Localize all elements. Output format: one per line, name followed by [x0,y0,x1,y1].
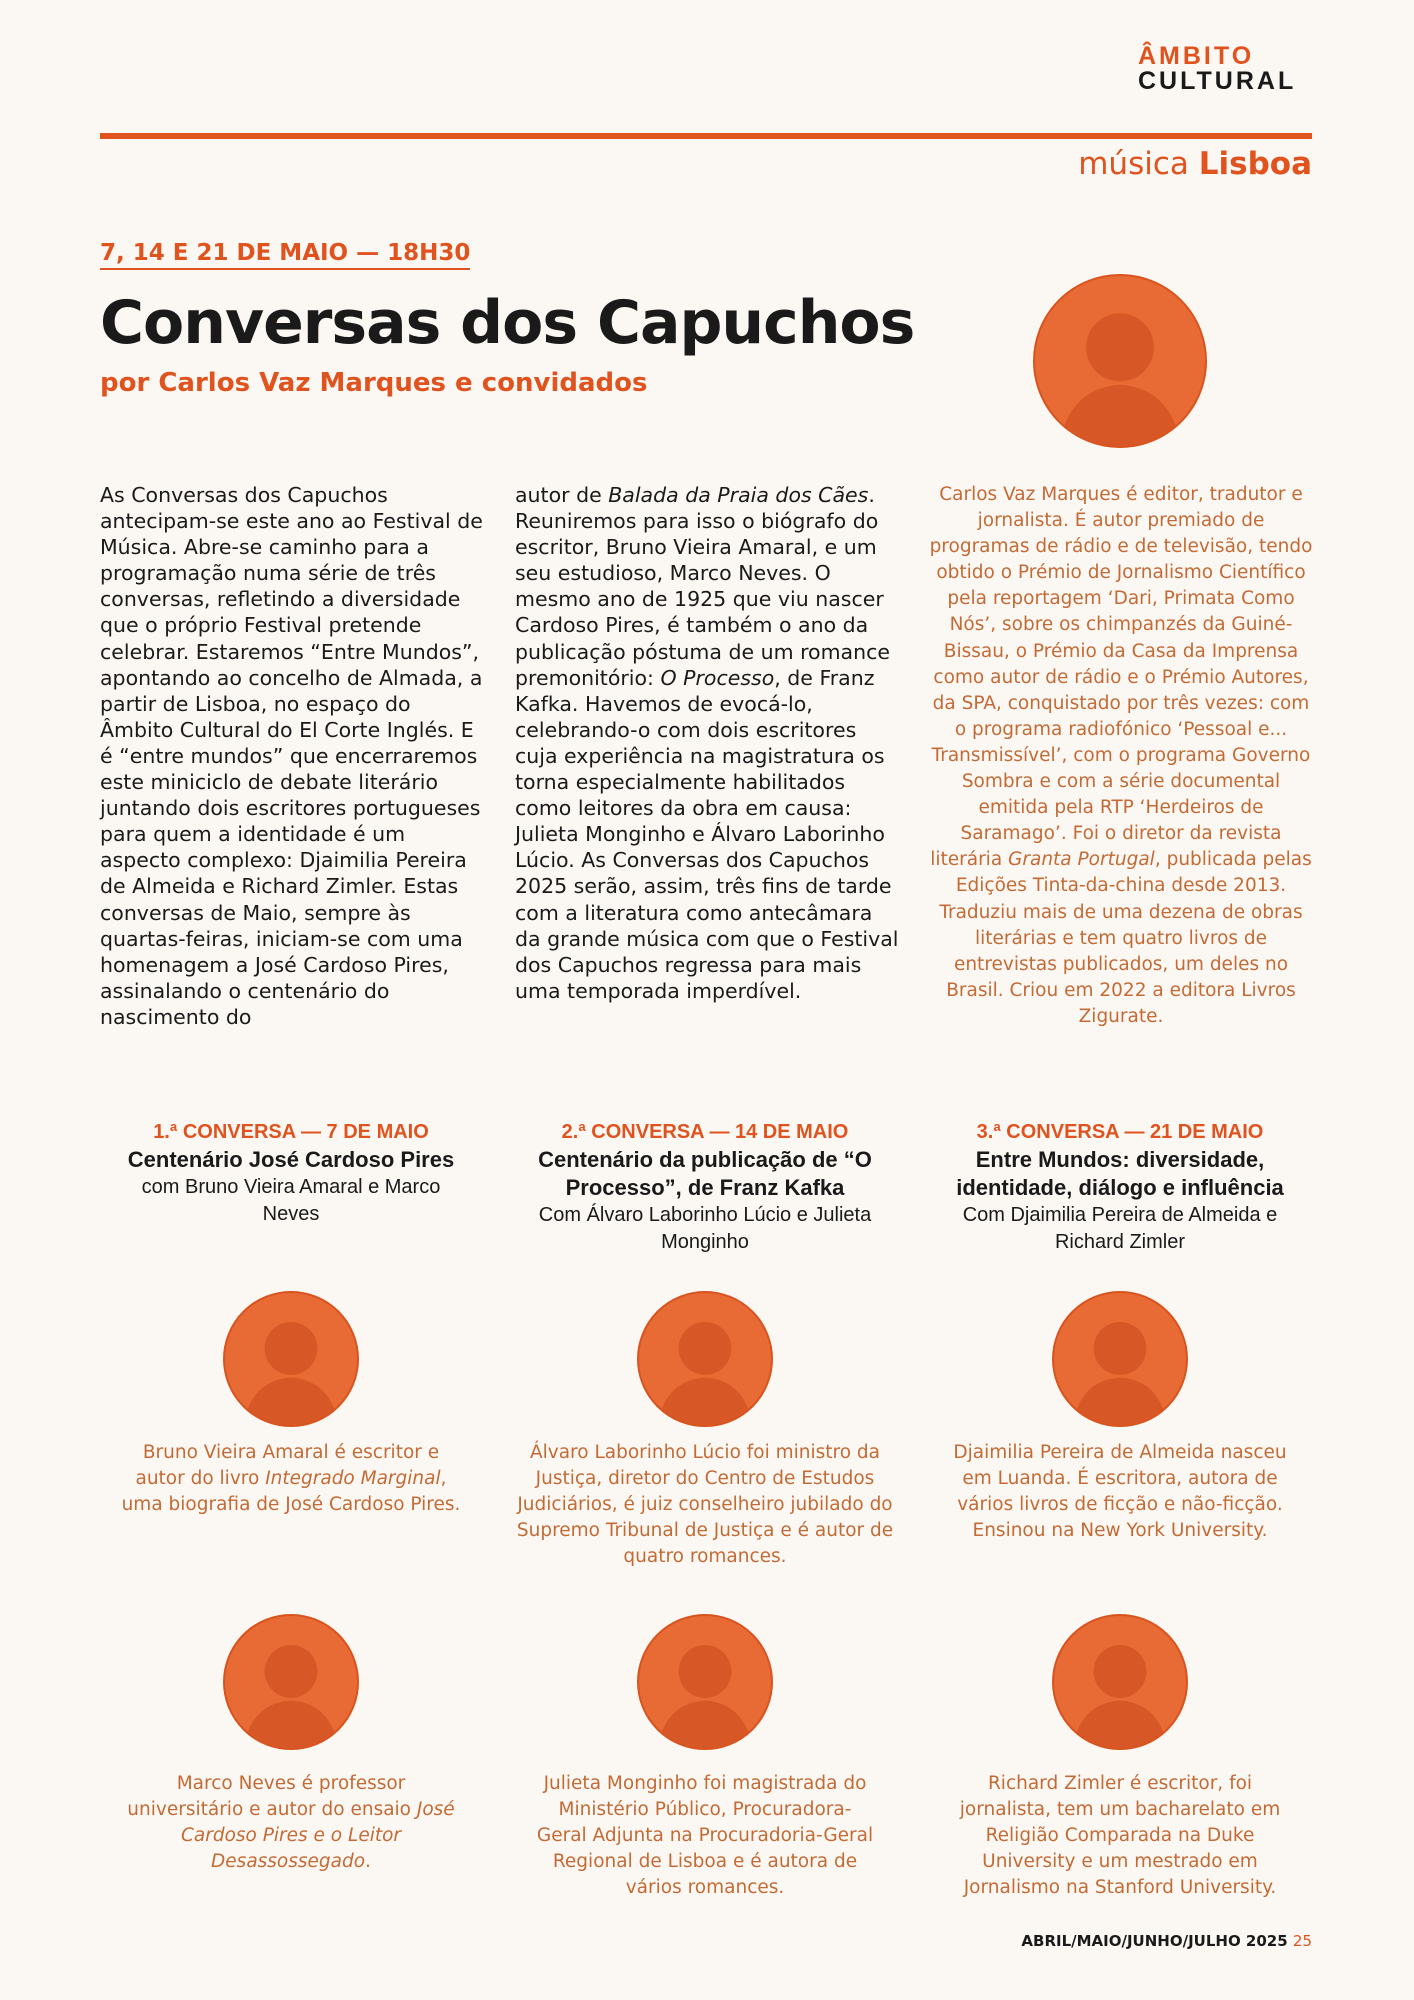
conversation-guests: com Bruno Vieira Amaral e Marco Neves [141,1176,441,1225]
book-title: O Processo [660,665,775,690]
conversation-title: Entre Mundos: diversidade, identidade, diálogo e influência [956,1147,1284,1200]
guest-bio [510,1440,900,1570]
issue-label: ABRIL/MAIO/JUNHO/JULHO 2025 [1021,1932,1288,1950]
guest-portrait [1052,1291,1188,1427]
section-city: Lisboa [1198,146,1312,182]
conversation-guests: Com Djaimilia Pereira de Almeida e Richard Zimler [962,1204,1278,1253]
logo-line-2: CULTURAL [1138,67,1297,95]
conversation-title: Centenário da publicação de “O Processo”, de Franz Kafka [538,1147,872,1200]
text: Djaimilia Pereira de Almeida nasceu em Luanda. É escritora, autora de vários livros de ficção e não-ficção. Ensinou na New York University. [953,1442,1287,1542]
text: Carlos Vaz Marques é editor, tradutor e jornalista. É autor premiado de programas de rádio e de televisão, tendo obtido o Prémio de Jornalismo Científico pela reportagem ‘Dari, Primata Como Nós’, sobre os chimpanzés da Guiné-Bissau, o Prémio da Casa da Imprensa como autor de rádio e o Prémio Autores, da SPA, conquistado por três vezes: com o programa radiofónico ‘Pessoal e... Transmissível’, com o programa Governo Sombra e com a série documental emitida pela RTP ‘Herdeiros de Saramago’. Foi o diretor da revista literária [929,484,1313,871]
text: Richard Zimler é escritor, foi jornalista, tem um bacharelato em Religião Comparada na Duke University e um mestrado em Jornalismo na Stanford University. [959,1773,1281,1899]
text: . [365,1851,371,1873]
section-category: música [1078,146,1189,182]
host-bio [928,482,1314,1030]
conversation-heading: 2.ª CONVERSA — 14 DE MAIO [561,1121,849,1143]
text: Álvaro Laborinho Lúcio foi ministro da Justiça, diretor do Centro de Estudos Judiciários, é juiz conselheiro jubilado do Supremo Tribunal de Justiça e é autor de quatro romances. [516,1442,894,1568]
body-column-2 [515,482,900,1004]
text: Bruno Vieira Amaral é escritor e autor do livro [135,1442,440,1490]
text: autor de [515,483,609,507]
page-number: 25 [1292,1932,1312,1950]
guest-portrait [637,1614,773,1750]
guest-bio [925,1440,1315,1544]
logo-line-1: ÂMBITO [1138,42,1255,70]
footer [1021,1932,1312,1950]
book-title: José Cardoso Pires e o Leitor Desassossegado [180,1799,455,1873]
guest-portrait [223,1614,359,1750]
guest-bio [925,1771,1315,1901]
page-title: Conversas dos Capuchos [100,288,915,358]
text: , uma biografia de José Cardoso Pires. [121,1468,461,1516]
ambito-cultural-logo [1138,44,1296,94]
guest-portrait [223,1291,359,1427]
guest-portrait [1052,1614,1188,1750]
guest-bio [96,1440,486,1518]
header-rule [100,133,1312,139]
event-dates: 7, 14 E 21 DE MAIO — 18H30 [100,240,470,270]
conversation-heading: 1.ª CONVERSA — 7 DE MAIO [153,1121,429,1143]
conversation-3 [910,1118,1330,1256]
text: , publicada pelas Edições Tinta-da-china desde 2013. Traduziu mais de uma dezena de obras literárias e tem quatro livros de entrevistas publicados, um deles no Brasil. Criou em 2022 a editora Livros Zigurate. [939,849,1312,1027]
conversation-1 [81,1118,501,1228]
text: , de Franz Kafka. Havemos de evocá-lo, celebrando-o com dois escritores cuja experiência na magistratura os torna especialmente habilitados como leitores da obra em causa: Julieta Monginho e Álvaro Laborinho Lúcio. As Conversas dos Capuchos 2025 serão, assim, três fins de tarde com a literatura como antecâmara da grande música com que o Festival dos Capuchos regressa para mais uma temporada imperdível. [515,665,899,1003]
section-label [1078,146,1312,182]
page-subtitle: por Carlos Vaz Marques e convidados [100,368,648,398]
guest-portrait [637,1291,773,1427]
text: Julieta Monginho foi magistrada do Ministério Público, Procuradora-Geral Adjunta na Procuradoria-Geral Regional de Lisboa e é autora de vários romances. [536,1773,874,1899]
guest-bio [96,1771,486,1875]
conversation-heading: 3.ª CONVERSA — 21 DE MAIO [976,1121,1264,1143]
conversation-title: Centenário José Cardoso Pires [127,1147,455,1172]
book-title: Balada da Praia dos Cães [608,483,869,507]
magazine-title: Granta Portugal [1008,849,1155,871]
text: Marco Neves é professor universitário e autor do ensaio [127,1773,417,1821]
body-column-1: As Conversas dos Capuchos antecipam-se este ano ao Festival de Música. Abre-se caminho para a programação numa série de três conversas, refletindo a diversidade que o próprio Festival pretende celebrar. Estaremos “Entre Mundos”, apontando ao concelho de Almada, a partir de Lisboa, no espaço do Âmbito Cultural do El Corte Inglés. E é “entre mundos” que encerraremos este miniciclo de debate literário juntando dois escritores portugueses para quem a identidade é um aspecto complexo: Djaimilia Pereira de Almeida e Richard Zimler. Estas conversas de Maio, sempre às quartas-feiras, iniciam-se com uma homenagem a José Cardoso Pires, assinalando o centenário do nascimento do [100,483,483,1029]
guest-bio [510,1771,900,1901]
conversation-2 [495,1118,915,1256]
book-title: Integrado Marginal [265,1468,441,1490]
conversation-guests: Com Álvaro Laborinho Lúcio e Julieta Monginho [538,1204,872,1253]
host-portrait [1033,274,1207,448]
text: . Reuniremos para isso o biógrafo do escritor, Bruno Vieira Amaral, e um seu estudioso, Marco Neves. O mesmo ano de 1925 que viu nascer Cardoso Pires, é também o ano da publicação póstuma de um romance premonitório: [515,483,890,690]
